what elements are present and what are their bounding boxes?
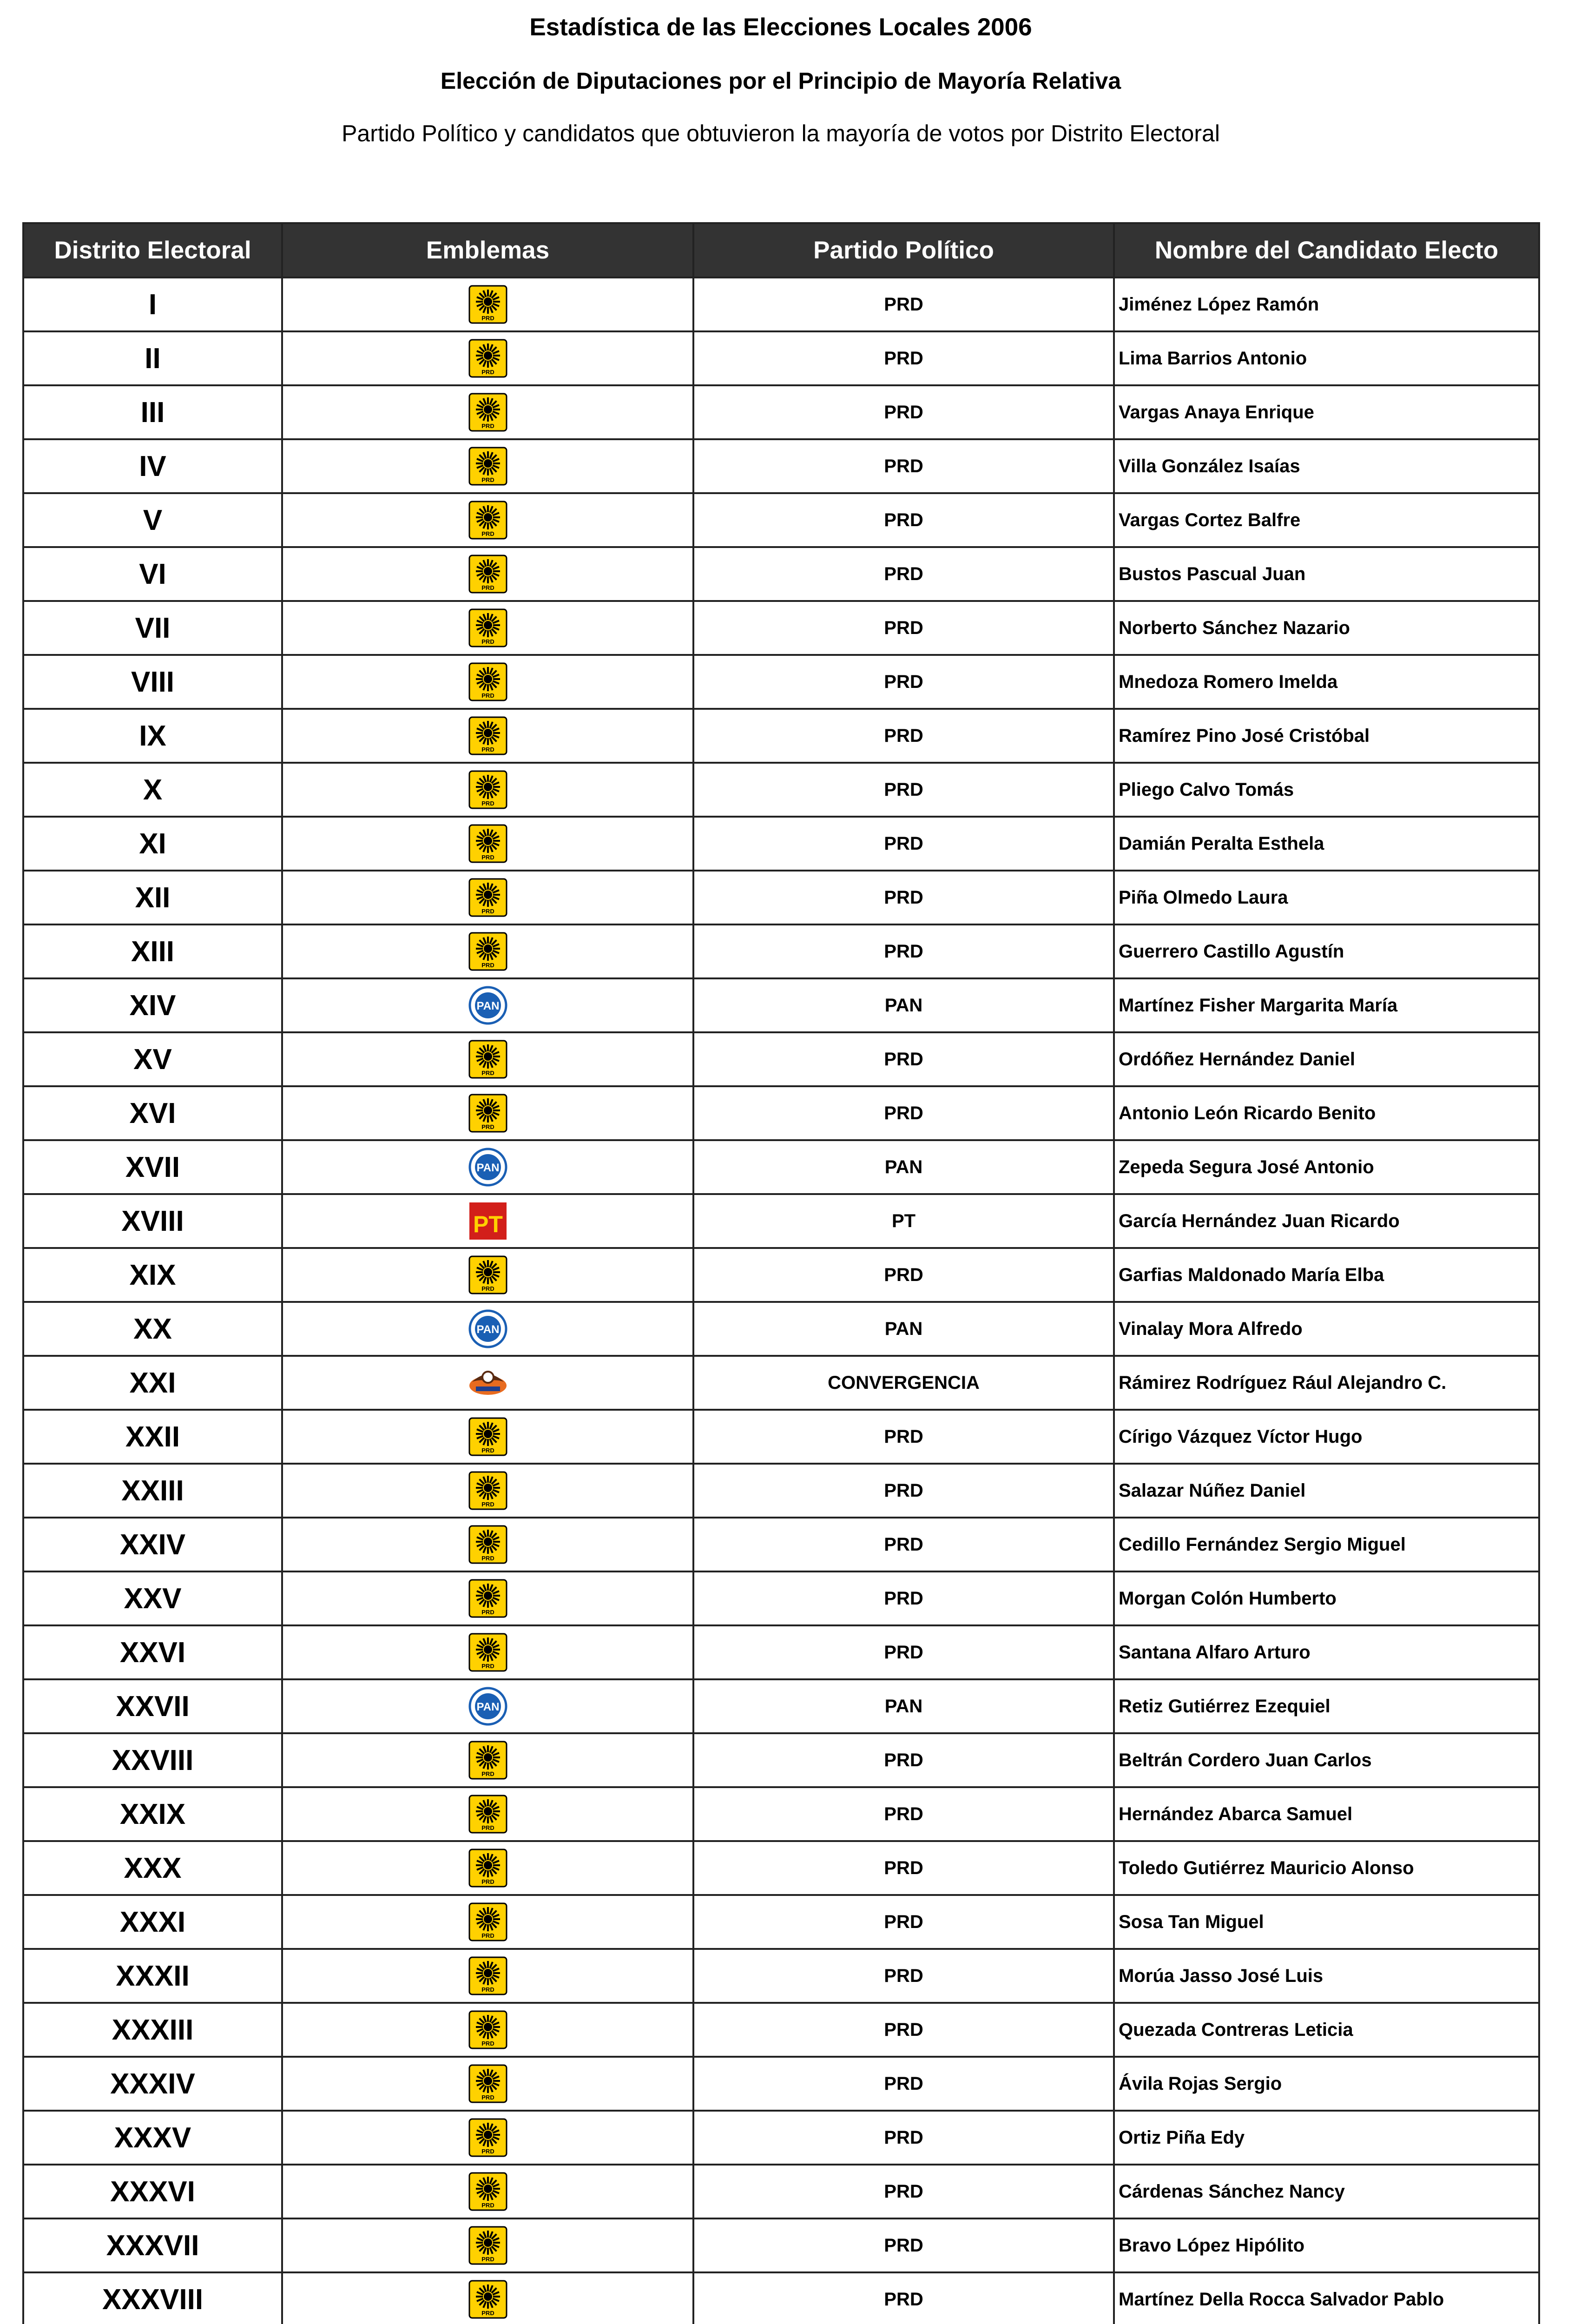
table-row	[23, 817, 1539, 871]
candidate-name-cell: Quezada Contreras Leticia	[1114, 2003, 1539, 2057]
svg-text:PRD: PRD	[481, 1501, 494, 1508]
party-cell: PRD	[693, 1841, 1114, 1895]
candidate-name-cell: Mnedoza Romero Imelda	[1114, 655, 1539, 709]
candidate-name-cell: García Hernández Juan Ricardo	[1114, 1194, 1539, 1248]
district-cell: XX	[23, 1302, 282, 1356]
table-row	[23, 2272, 1539, 2324]
party-cell: CONVERGENCIA	[693, 1356, 1114, 1410]
prd-sun-icon	[468, 2064, 507, 2103]
prd-sun-icon	[468, 1633, 507, 1672]
column-header-candidate: Nombre del Candidato Electo	[1114, 223, 1539, 277]
svg-text:PRD: PRD	[481, 1770, 494, 1777]
district-cell: XXXII	[23, 1949, 282, 2003]
candidate-name-cell: Hernández Abarca Samuel	[1114, 1787, 1539, 1841]
party-cell: PT	[693, 1194, 1114, 1248]
district-cell: XIV	[23, 978, 282, 1032]
candidate-name-cell: Guerrero Castillo Agustín	[1114, 924, 1539, 978]
table-row	[23, 1086, 1539, 1140]
page-subtitle: Elección de Diputaciones por el Principio de Mayoría Relativa	[440, 68, 1121, 94]
district-cell: XXVI	[23, 1625, 282, 1679]
column-header-emblems: Emblemas	[282, 223, 693, 277]
emblem-cell	[282, 709, 693, 763]
table-row	[23, 2218, 1539, 2272]
prd-sun-icon	[468, 447, 507, 486]
emblem-cell	[282, 439, 693, 493]
prd-sun-icon	[468, 285, 507, 324]
svg-text:PRD: PRD	[481, 1932, 494, 1939]
party-cell: PRD	[693, 1733, 1114, 1787]
emblem-cell	[282, 1194, 693, 1248]
table-row	[23, 1302, 1539, 1356]
svg-text:PRD: PRD	[481, 2256, 494, 2263]
district-cell: XXI	[23, 1356, 282, 1410]
candidate-name-cell: Cárdenas Sánchez Nancy	[1114, 2165, 1539, 2218]
party-cell: PRD	[693, 763, 1114, 817]
emblem-cell	[282, 1356, 693, 1410]
party-cell: PRD	[693, 1518, 1114, 1571]
page-description: Partido Político y candidatos que obtuvieron la mayoría de votos por Distrito Electoral	[342, 120, 1220, 146]
district-cell: XXIII	[23, 1464, 282, 1518]
candidate-name-cell: Bustos Pascual Juan	[1114, 547, 1539, 601]
prd-sun-icon	[468, 932, 507, 971]
party-cell: PRD	[693, 871, 1114, 924]
district-cell: IV	[23, 439, 282, 493]
prd-sun-icon	[468, 1525, 507, 1564]
svg-text:PRD: PRD	[481, 2094, 494, 2101]
prd-sun-icon	[468, 2010, 507, 2049]
prd-sun-icon	[468, 1902, 507, 1941]
prd-sun-icon	[468, 2118, 507, 2157]
district-cell: XII	[23, 871, 282, 924]
district-cell: XXXV	[23, 2111, 282, 2165]
svg-text:PRD: PRD	[481, 2310, 494, 2317]
prd-sun-icon	[468, 339, 507, 378]
party-cell: PRD	[693, 2218, 1114, 2272]
table-row	[23, 1032, 1539, 1086]
svg-text:PAN: PAN	[476, 1323, 499, 1336]
table-row	[23, 1518, 1539, 1571]
prd-sun-icon	[468, 1094, 507, 1133]
emblem-cell	[282, 1679, 693, 1733]
table-row	[23, 1895, 1539, 1949]
party-cell: PRD	[693, 1787, 1114, 1841]
candidate-name-cell: Martínez Fisher Margarita María	[1114, 978, 1539, 1032]
table-row	[23, 2057, 1539, 2111]
prd-sun-icon	[468, 878, 507, 917]
prd-sun-icon	[468, 770, 507, 809]
table-row	[23, 1679, 1539, 1733]
district-cell: XV	[23, 1032, 282, 1086]
svg-text:PRD: PRD	[481, 962, 494, 969]
candidate-name-cell: Toledo Gutiérrez Mauricio Alonso	[1114, 1841, 1539, 1895]
emblem-cell	[282, 1410, 693, 1464]
party-cell: PRD	[693, 493, 1114, 547]
table-row	[23, 493, 1539, 547]
district-cell: V	[23, 493, 282, 547]
candidate-name-cell: Lima Barrios Antonio	[1114, 331, 1539, 385]
party-cell: PRD	[693, 2272, 1114, 2324]
district-cell: XVII	[23, 1140, 282, 1194]
party-cell: PRD	[693, 601, 1114, 655]
prd-sun-icon	[468, 824, 507, 863]
svg-text:PRD: PRD	[481, 530, 494, 537]
candidate-name-cell: Salazar Núñez Daniel	[1114, 1464, 1539, 1518]
emblem-cell	[282, 2272, 693, 2324]
candidate-name-cell: Rámirez Rodríguez Rául Alejandro C.	[1114, 1356, 1539, 1410]
prd-sun-icon	[468, 1741, 507, 1780]
party-cell: PRD	[693, 1571, 1114, 1625]
svg-text:PRD: PRD	[481, 315, 494, 322]
party-cell: PAN	[693, 1302, 1114, 1356]
prd-sun-icon	[468, 716, 507, 755]
emblem-cell	[282, 2057, 693, 2111]
emblem-cell	[282, 1625, 693, 1679]
party-cell: PRD	[693, 2057, 1114, 2111]
svg-text:PRD: PRD	[481, 476, 494, 483]
party-cell: PRD	[693, 1410, 1114, 1464]
party-cell: PRD	[693, 2003, 1114, 2057]
candidate-name-cell: Norberto Sánchez Nazario	[1114, 601, 1539, 655]
party-cell: PAN	[693, 1140, 1114, 1194]
prd-sun-icon	[468, 1417, 507, 1456]
party-cell: PRD	[693, 1248, 1114, 1302]
prd-sun-icon	[468, 555, 507, 594]
district-cell: XXVIII	[23, 1733, 282, 1787]
svg-text:PRD: PRD	[481, 1447, 494, 1454]
table-header-row	[23, 223, 1539, 277]
svg-text:PT: PT	[473, 1211, 503, 1237]
emblem-cell	[282, 1787, 693, 1841]
district-cell: VII	[23, 601, 282, 655]
district-cell: XXVII	[23, 1679, 282, 1733]
party-cell: PRD	[693, 1625, 1114, 1679]
svg-text:PAN: PAN	[476, 1701, 499, 1713]
party-cell: PRD	[693, 1086, 1114, 1140]
candidate-name-cell: Santana Alfaro Arturo	[1114, 1625, 1539, 1679]
emblem-cell	[282, 547, 693, 601]
pan-circle-icon	[468, 986, 507, 1025]
pt-star-icon	[468, 1202, 507, 1241]
candidate-name-cell: Vargas Cortez Balfre	[1114, 493, 1539, 547]
svg-text:PRD: PRD	[481, 2202, 494, 2209]
emblem-cell	[282, 1895, 693, 1949]
prd-sun-icon	[468, 1849, 507, 1888]
svg-text:PRD: PRD	[481, 638, 494, 645]
party-cell: PRD	[693, 1895, 1114, 1949]
emblem-cell	[282, 1949, 693, 2003]
svg-text:PRD: PRD	[481, 800, 494, 807]
svg-text:PRD: PRD	[481, 1824, 494, 1831]
table-row	[23, 924, 1539, 978]
district-cell: XXXI	[23, 1895, 282, 1949]
prd-sun-icon	[468, 1579, 507, 1618]
table-row	[23, 601, 1539, 655]
emblem-cell	[282, 2218, 693, 2272]
prd-sun-icon	[468, 1795, 507, 1834]
table-row	[23, 2165, 1539, 2218]
party-cell: PRD	[693, 1949, 1114, 2003]
svg-text:PRD: PRD	[481, 1285, 494, 1292]
svg-text:PRD: PRD	[481, 423, 494, 429]
district-cell: X	[23, 763, 282, 817]
table-row	[23, 1410, 1539, 1464]
prd-sun-icon	[468, 393, 507, 432]
table-row	[23, 547, 1539, 601]
table-row	[23, 277, 1539, 331]
candidate-name-cell: Antonio León Ricardo Benito	[1114, 1086, 1539, 1140]
page-title: Estadística de las Elecciones Locales 2006	[529, 13, 1032, 41]
svg-text:PAN: PAN	[476, 1000, 499, 1012]
candidate-name-cell: Pliego Calvo Tomás	[1114, 763, 1539, 817]
column-header-district: Distrito Electoral	[23, 223, 282, 277]
emblem-cell	[282, 655, 693, 709]
prd-sun-icon	[468, 501, 507, 540]
district-cell: XVI	[23, 1086, 282, 1140]
candidate-name-cell: Vargas Anaya Enrique	[1114, 385, 1539, 439]
table-row	[23, 1356, 1539, 1410]
district-cell: XI	[23, 817, 282, 871]
party-cell: PAN	[693, 1679, 1114, 1733]
emblem-cell	[282, 924, 693, 978]
emblem-cell	[282, 1841, 693, 1895]
emblem-cell	[282, 2165, 693, 2218]
svg-text:PRD: PRD	[481, 908, 494, 915]
party-cell: PAN	[693, 978, 1114, 1032]
svg-text:PRD: PRD	[481, 692, 494, 699]
svg-text:PRD: PRD	[481, 1878, 494, 1885]
svg-text:PRD: PRD	[481, 1986, 494, 1993]
candidate-name-cell: Morúa Jasso José Luis	[1114, 1949, 1539, 2003]
prd-sun-icon	[468, 1471, 507, 1510]
emblem-cell	[282, 1032, 693, 1086]
prd-sun-icon	[468, 1255, 507, 1294]
candidate-name-cell: Vinalay Mora Alfredo	[1114, 1302, 1539, 1356]
district-cell: XXXIII	[23, 2003, 282, 2057]
svg-text:PAN: PAN	[476, 1162, 499, 1174]
table-body	[23, 277, 1539, 2324]
emblem-cell	[282, 978, 693, 1032]
svg-text:PRD: PRD	[481, 1609, 494, 1616]
table-row	[23, 1733, 1539, 1787]
table-row	[23, 1140, 1539, 1194]
candidate-name-cell: Piña Olmedo Laura	[1114, 871, 1539, 924]
prd-sun-icon	[468, 1040, 507, 1079]
emblem-cell	[282, 493, 693, 547]
emblem-cell	[282, 331, 693, 385]
pan-circle-icon	[468, 1687, 507, 1726]
table-row	[23, 871, 1539, 924]
district-cell: VIII	[23, 655, 282, 709]
candidate-name-cell: Zepeda Segura José Antonio	[1114, 1140, 1539, 1194]
district-cell: XXXVIII	[23, 2272, 282, 2324]
emblem-cell	[282, 601, 693, 655]
emblem-cell	[282, 2111, 693, 2165]
candidate-name-cell: Beltrán Cordero Juan Carlos	[1114, 1733, 1539, 1787]
table-row	[23, 709, 1539, 763]
svg-text:PRD: PRD	[481, 2148, 494, 2155]
party-cell: PRD	[693, 924, 1114, 978]
table-row	[23, 1194, 1539, 1248]
table-row	[23, 2111, 1539, 2165]
candidate-name-cell: Martínez Della Rocca Salvador Pablo	[1114, 2272, 1539, 2324]
table-row	[23, 1464, 1539, 1518]
district-cell: III	[23, 385, 282, 439]
emblem-cell	[282, 385, 693, 439]
emblem-cell	[282, 2003, 693, 2057]
candidate-name-cell: Jiménez López Ramón	[1114, 277, 1539, 331]
prd-sun-icon	[468, 2226, 507, 2265]
district-cell: XVIII	[23, 1194, 282, 1248]
svg-text:PRD: PRD	[481, 369, 494, 376]
pan-circle-icon	[468, 1148, 507, 1187]
district-cell: XXXIV	[23, 2057, 282, 2111]
table-row	[23, 763, 1539, 817]
table-row	[23, 439, 1539, 493]
results-table	[22, 222, 1540, 2324]
table-row	[23, 1248, 1539, 1302]
district-cell: XIII	[23, 924, 282, 978]
district-cell: XXV	[23, 1571, 282, 1625]
party-cell: PRD	[693, 655, 1114, 709]
party-cell: PRD	[693, 439, 1114, 493]
svg-text:PRD: PRD	[481, 584, 494, 591]
candidate-name-cell: Ordóñez Hernández Daniel	[1114, 1032, 1539, 1086]
district-cell: II	[23, 331, 282, 385]
svg-text:PRD: PRD	[481, 1663, 494, 1670]
district-cell: VI	[23, 547, 282, 601]
party-cell: PRD	[693, 331, 1114, 385]
candidate-name-cell: Retiz Gutiérrez Ezequiel	[1114, 1679, 1539, 1733]
candidate-name-cell: Ramírez Pino José Cristóbal	[1114, 709, 1539, 763]
party-cell: PRD	[693, 2111, 1114, 2165]
table-row	[23, 1787, 1539, 1841]
district-cell: XXIX	[23, 1787, 282, 1841]
svg-text:PRD: PRD	[481, 1123, 494, 1130]
emblem-cell	[282, 871, 693, 924]
candidate-name-cell: Villa González Isaías	[1114, 439, 1539, 493]
candidate-name-cell: Morgan Colón Humberto	[1114, 1571, 1539, 1625]
candidate-name-cell: Círigo Vázquez Víctor Hugo	[1114, 1410, 1539, 1464]
table-row	[23, 331, 1539, 385]
prd-sun-icon	[468, 608, 507, 647]
party-cell: PRD	[693, 709, 1114, 763]
party-cell: PRD	[693, 1032, 1114, 1086]
svg-text:PRD: PRD	[481, 746, 494, 753]
candidate-name-cell: Bravo López Hipólito	[1114, 2218, 1539, 2272]
district-cell: XXXVII	[23, 2218, 282, 2272]
candidate-name-cell: Damián Peralta Esthela	[1114, 817, 1539, 871]
party-cell: PRD	[693, 547, 1114, 601]
svg-text:PRD: PRD	[481, 2040, 494, 2047]
party-cell: PRD	[693, 277, 1114, 331]
pan-circle-icon	[468, 1309, 507, 1348]
prd-sun-icon	[468, 2172, 507, 2211]
district-cell: XXIV	[23, 1518, 282, 1571]
emblem-cell	[282, 763, 693, 817]
district-cell: IX	[23, 709, 282, 763]
table-row	[23, 1571, 1539, 1625]
district-cell: XXII	[23, 1410, 282, 1464]
district-cell: XXXVI	[23, 2165, 282, 2218]
party-cell: PRD	[693, 817, 1114, 871]
svg-text:PRD: PRD	[481, 1070, 494, 1076]
svg-text:PRD: PRD	[481, 854, 494, 861]
emblem-cell	[282, 1140, 693, 1194]
candidate-name-cell: Sosa Tan Miguel	[1114, 1895, 1539, 1949]
table-row	[23, 655, 1539, 709]
district-cell: XIX	[23, 1248, 282, 1302]
candidate-name-cell: Ortiz Piña Edy	[1114, 2111, 1539, 2165]
emblem-cell	[282, 1518, 693, 1571]
prd-sun-icon	[468, 1956, 507, 1995]
emblem-cell	[282, 1248, 693, 1302]
emblem-cell	[282, 277, 693, 331]
party-cell: PRD	[693, 385, 1114, 439]
emblem-cell	[282, 1086, 693, 1140]
emblem-cell	[282, 817, 693, 871]
table-row	[23, 385, 1539, 439]
table-row	[23, 1949, 1539, 2003]
prd-sun-icon	[468, 2280, 507, 2319]
table-row	[23, 2003, 1539, 2057]
emblem-cell	[282, 1733, 693, 1787]
district-cell: XXX	[23, 1841, 282, 1895]
table-row	[23, 1625, 1539, 1679]
svg-text:PRD: PRD	[481, 1555, 494, 1562]
convergencia-eagle-icon	[468, 1363, 507, 1402]
candidate-name-cell: Garfias Maldonado María Elba	[1114, 1248, 1539, 1302]
emblem-cell	[282, 1464, 693, 1518]
emblem-cell	[282, 1571, 693, 1625]
party-cell: PRD	[693, 2165, 1114, 2218]
candidate-name-cell: Ávila Rojas Sergio	[1114, 2057, 1539, 2111]
prd-sun-icon	[468, 662, 507, 701]
district-cell: I	[23, 277, 282, 331]
table-row	[23, 1841, 1539, 1895]
column-header-party: Partido Político	[693, 223, 1114, 277]
table-row	[23, 978, 1539, 1032]
party-cell: PRD	[693, 1464, 1114, 1518]
emblem-cell	[282, 1302, 693, 1356]
candidate-name-cell: Cedillo Fernández Sergio Miguel	[1114, 1518, 1539, 1571]
